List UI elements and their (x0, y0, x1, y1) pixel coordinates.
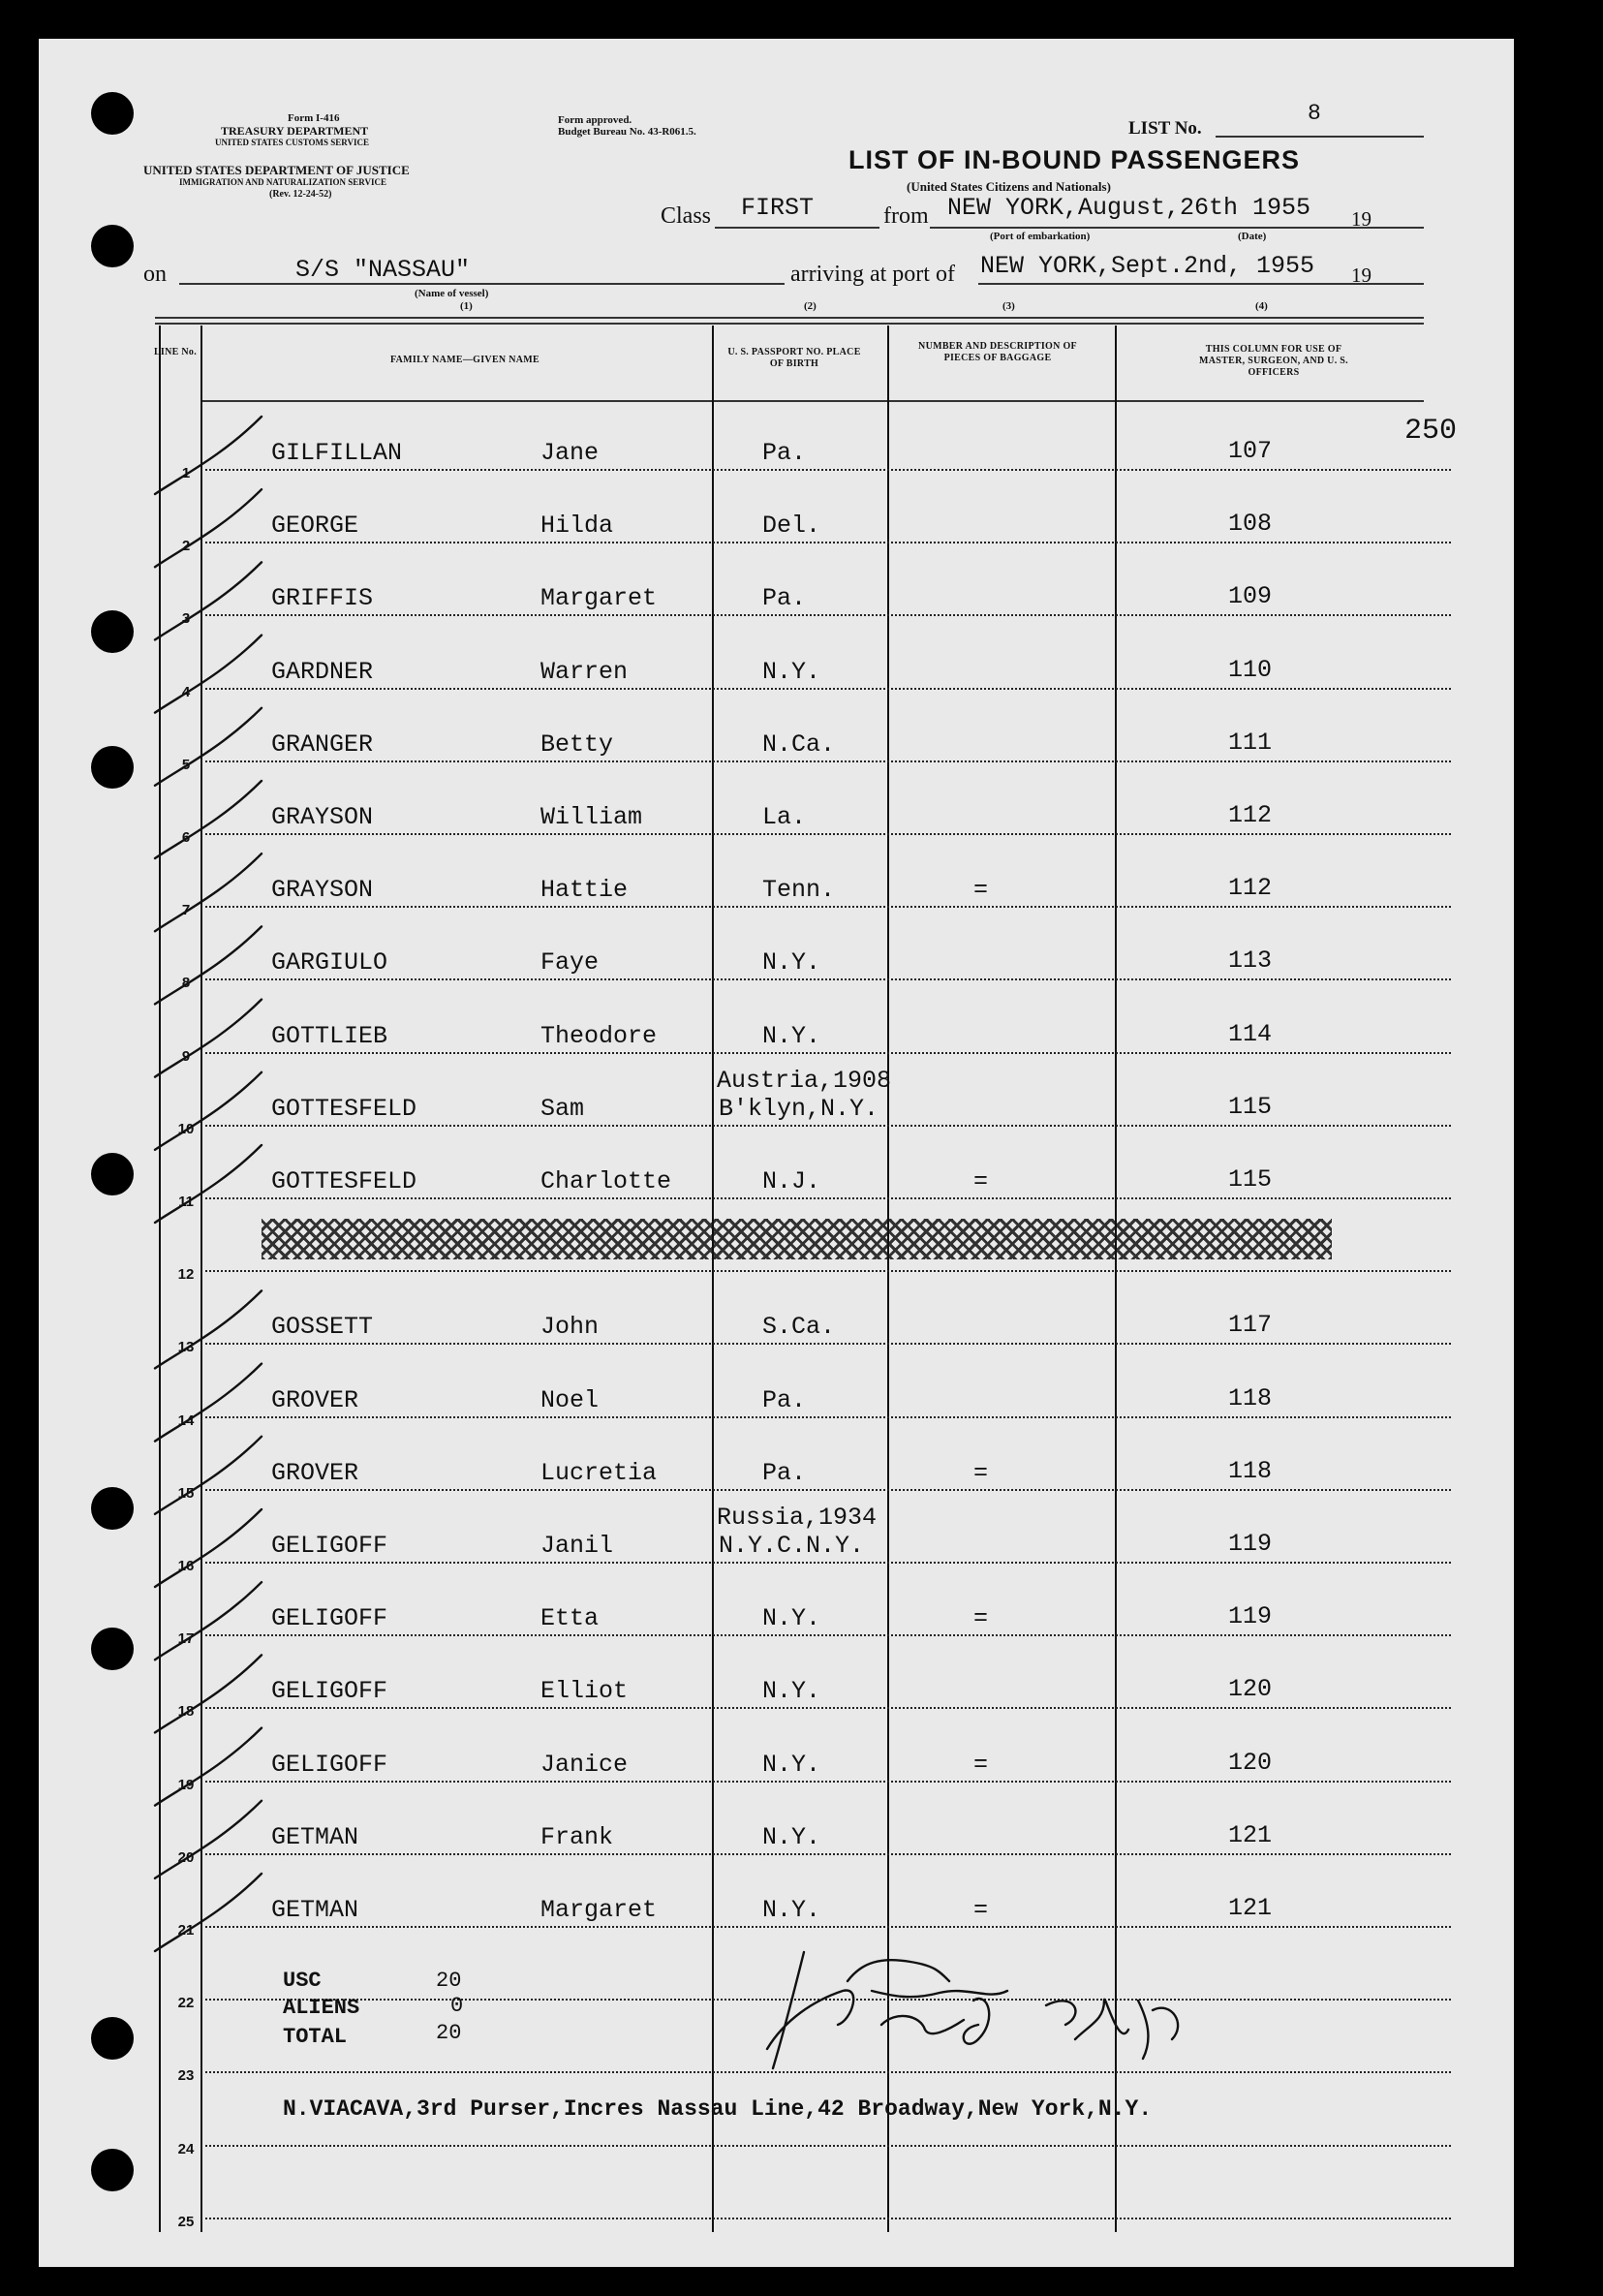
given-name: Hattie (540, 876, 629, 905)
check-mark (155, 1437, 262, 1514)
arriving-label: arriving at port of (790, 262, 955, 287)
row-rule (205, 1853, 1451, 1855)
line-number: 17 (177, 1630, 195, 1648)
binder-hole-6 (91, 1487, 134, 1530)
family-name: GRIFFIS (271, 584, 374, 613)
place-of-birth: Austria,1908 (717, 1066, 892, 1095)
officer-number: 111 (1228, 728, 1273, 757)
binder-hole-8 (91, 2017, 134, 2060)
row-rule (205, 1562, 1451, 1564)
officer-number: 120 (1228, 1748, 1273, 1777)
line-number: 11 (178, 1194, 194, 1210)
date-caption: (Date) (1238, 231, 1267, 242)
officer-number: 108 (1228, 510, 1273, 539)
department-of-justice: UNITED STATES DEPARTMENT OF JUSTICE (143, 163, 410, 177)
check-mark (155, 1509, 262, 1587)
year-prefix-2: 19 (1351, 264, 1372, 287)
given-name: Faye (540, 948, 600, 977)
row-rule (205, 688, 1451, 690)
binder-hole-1 (91, 92, 134, 135)
binder-hole-4 (91, 746, 134, 789)
family-name: GELIGOFF (271, 1532, 388, 1560)
usc-value: 20 (436, 1969, 462, 1993)
line-number: 19 (177, 1776, 195, 1793)
family-name: GOTTESFELD (271, 1094, 417, 1123)
officer-number: 107 (1228, 437, 1273, 465)
budget-bureau: Budget Bureau No. 43-R061.5. (558, 126, 696, 138)
given-name: Sam (540, 1094, 585, 1123)
arrival-value: NEW YORK,Sept.2nd, 1955 (980, 252, 1315, 280)
officer-number: 120 (1228, 1675, 1273, 1704)
family-name: GETMAN (271, 1822, 359, 1851)
family-name: GOTTLIEB (271, 1021, 388, 1050)
margin-check-marks (145, 407, 281, 1957)
line-number: 14 (177, 1412, 195, 1429)
line-number: 15 (177, 1484, 195, 1502)
check-mark (155, 781, 262, 858)
vessel-caption: (Name of vessel) (415, 288, 489, 299)
list-number-value: 8 (1308, 101, 1321, 126)
struck-out-entry (262, 1219, 1332, 1259)
row-rule (205, 1416, 1451, 1418)
family-name: GROVER (271, 1385, 359, 1414)
family-name: GARGIULO (271, 948, 388, 977)
row-rule (205, 833, 1451, 835)
row-rule (205, 2145, 1451, 2147)
given-name: Betty (540, 729, 614, 759)
officer-number: 121 (1228, 1894, 1273, 1922)
check-mark (155, 417, 262, 494)
list-number-line (1216, 136, 1424, 138)
baggage-entry: = (973, 1604, 989, 1633)
vessel-column-marker: (1) (460, 300, 473, 312)
place-of-birth: N.Y. (762, 657, 821, 686)
total-value: 20 (436, 2021, 462, 2045)
family-name: GOTTESFELD (271, 1167, 417, 1195)
row-rule (205, 2218, 1451, 2219)
usc-label: USC (283, 1969, 322, 1993)
binder-hole-9 (91, 2149, 134, 2191)
given-name: Etta (540, 1604, 600, 1633)
revision-date: (Rev. 12-24-52) (269, 189, 332, 200)
family-name: GEORGE (271, 512, 359, 541)
family-name: GRAYSON (271, 803, 374, 831)
handwritten-signature (755, 1933, 1211, 2088)
family-name: GARDNER (271, 657, 374, 686)
vertical-rule-name (712, 326, 714, 2232)
given-name: Lucretia (540, 1458, 658, 1487)
place-of-birth: Russia,1934 (717, 1504, 878, 1532)
officer-number: 121 (1228, 1820, 1273, 1849)
officer-number: 117 (1228, 1311, 1273, 1340)
given-name: Hilda (540, 512, 614, 541)
given-name: Theodore (540, 1021, 658, 1050)
row-rule (205, 1926, 1451, 1928)
line-number: 20 (177, 1848, 195, 1866)
stamp-number: 250 (1404, 415, 1458, 448)
year-prefix-1: 19 (1351, 207, 1372, 231)
officer-number: 113 (1228, 946, 1273, 976)
family-name: GILFILLAN (271, 439, 403, 467)
treasury-department: TREASURY DEPARTMENT (221, 124, 369, 138)
line-number: 24 (177, 2140, 195, 2157)
vessel-name: S/S "NASSAU" (295, 256, 471, 284)
officer-number: 110 (1228, 655, 1273, 684)
line-number: 12 (177, 1266, 195, 1284)
check-mark (155, 1728, 262, 1806)
row-rule (205, 1707, 1451, 1709)
place-of-birth: N.Y. (762, 948, 821, 977)
place-of-birth: Pa. (762, 1385, 807, 1414)
column-marker-3: (3) (1002, 300, 1015, 312)
line-number: 4 (181, 683, 191, 700)
form-number: Form I-416 (288, 112, 340, 124)
line-number: 21 (177, 1922, 195, 1939)
officer-number: 115 (1228, 1165, 1273, 1194)
check-mark (155, 1072, 262, 1150)
given-name: William (540, 803, 643, 831)
check-mark (155, 1145, 262, 1223)
row-rule (205, 1125, 1451, 1127)
place-of-birth: N.Y. (762, 1822, 821, 1851)
given-name: Noel (540, 1385, 600, 1414)
given-name: Margaret (540, 584, 658, 613)
check-mark (155, 1874, 262, 1951)
baggage-entry: = (973, 1896, 989, 1924)
place-of-birth: La. (762, 803, 807, 831)
officer-number: 109 (1228, 582, 1273, 611)
check-mark (155, 1801, 262, 1878)
check-mark (155, 1655, 262, 1732)
family-name: GETMAN (271, 1896, 359, 1924)
aliens-label: ALIENS (283, 1996, 360, 2020)
class-value: FIRST (741, 194, 815, 222)
line-number: 23 (177, 2067, 195, 2085)
baggage-entry: = (973, 1458, 989, 1487)
family-name: GROVER (271, 1458, 359, 1487)
binder-hole-5 (91, 1153, 134, 1195)
check-mark (155, 636, 262, 713)
place-of-birth: N.Y. (762, 1896, 821, 1924)
line-number: 3 (181, 610, 191, 628)
naturalization-service: IMMIGRATION AND NATURALIZATION SERVICE (179, 177, 386, 187)
table-top-rule-1 (155, 317, 1424, 319)
line-number: 1 (181, 465, 191, 481)
place-of-birth: N.Y. (762, 1021, 821, 1050)
officer-number: 115 (1228, 1092, 1273, 1121)
line-number: 6 (181, 829, 191, 846)
given-name: Warren (540, 657, 629, 686)
line-number: 25 (177, 2213, 195, 2230)
column-header-passport: U. S. PASSPORT NO. PLACE OF BIRTH (727, 347, 861, 369)
given-name: Frank (540, 1822, 614, 1851)
row-rule (205, 1270, 1451, 1272)
given-name: Janil (540, 1532, 614, 1560)
form-approved: Form approved. (558, 114, 632, 126)
check-mark (155, 926, 262, 1004)
place-of-birth: N.Ca. (762, 729, 836, 759)
officer-number: 119 (1228, 1530, 1273, 1558)
line-number: 18 (177, 1703, 195, 1721)
row-rule (205, 760, 1451, 762)
class-label: Class (661, 203, 712, 229)
column-marker-2: (2) (804, 300, 817, 312)
row-rule (205, 1052, 1451, 1054)
line-number: 10 (177, 1120, 195, 1137)
column-header-rule (201, 400, 1424, 402)
given-name: Elliot (540, 1677, 629, 1706)
place-of-birth-2: N.Y.C.N.Y. (719, 1532, 865, 1560)
family-name: GELIGOFF (271, 1750, 388, 1779)
binder-hole-2 (91, 225, 134, 267)
embarkation-value: NEW YORK,August,26th 1955 (947, 194, 1311, 222)
row-rule (205, 542, 1451, 543)
column-header-name: FAMILY NAME—GIVEN NAME (389, 355, 539, 365)
given-name: John (540, 1313, 600, 1342)
row-rule (205, 906, 1451, 908)
line-number: 22 (177, 1995, 195, 2012)
place-of-birth: Del. (762, 512, 821, 541)
check-mark (155, 1582, 262, 1660)
baggage-entry: = (973, 1167, 989, 1195)
row-rule (205, 1197, 1451, 1199)
row-rule (205, 1489, 1451, 1491)
baggage-entry: = (973, 876, 989, 905)
officer-number: 119 (1228, 1602, 1273, 1631)
officer-number: 112 (1228, 874, 1273, 903)
total-label: TOTAL (283, 2025, 348, 2049)
check-mark (155, 708, 262, 786)
baggage-entry: = (973, 1750, 989, 1779)
row-rule (205, 1634, 1451, 1636)
check-mark (155, 1364, 262, 1442)
row-rule (205, 978, 1451, 980)
column-marker-4: (4) (1255, 300, 1268, 312)
row-rule (205, 1781, 1451, 1783)
place-of-birth: N.J. (762, 1167, 821, 1195)
check-mark (155, 853, 262, 931)
check-mark (155, 489, 262, 567)
check-mark (155, 562, 262, 639)
class-line (715, 227, 879, 229)
customs-service: UNITED STATES CUSTOMS SERVICE (215, 138, 369, 147)
place-of-birth: Pa. (762, 584, 807, 613)
family-name: GELIGOFF (271, 1604, 388, 1633)
line-number: 13 (177, 1339, 195, 1356)
row-rule (205, 1343, 1451, 1345)
family-name: GELIGOFF (271, 1677, 388, 1706)
place-of-birth: N.Y. (762, 1604, 821, 1633)
place-of-birth: N.Y. (762, 1750, 821, 1779)
vessel-line (179, 283, 785, 285)
family-name: GRANGER (271, 729, 374, 759)
place-of-birth: Pa. (762, 1458, 807, 1487)
family-name: GOSSETT (271, 1313, 374, 1342)
row-rule (205, 469, 1451, 471)
officer-number: 118 (1228, 1383, 1273, 1412)
given-name: Charlotte (540, 1167, 672, 1195)
row-rule (205, 614, 1451, 616)
place-of-birth: S.Ca. (762, 1313, 836, 1342)
on-label: on (143, 262, 167, 287)
place-of-birth: N.Y. (762, 1677, 821, 1706)
arriving-line (978, 283, 1424, 285)
binder-hole-3 (91, 610, 134, 653)
aliens-value: 0 (450, 1994, 464, 2018)
line-number: 16 (177, 1558, 195, 1574)
given-name: Jane (540, 439, 600, 467)
officer-number: 112 (1228, 801, 1273, 829)
list-number-label: LIST No. (1128, 118, 1202, 139)
place-of-birth: Tenn. (762, 876, 836, 905)
line-number: 5 (181, 756, 191, 773)
given-name: Janice (540, 1750, 629, 1779)
check-mark (155, 1000, 262, 1077)
from-line (930, 227, 1424, 229)
officer-number: 118 (1228, 1456, 1273, 1485)
place-of-birth: Pa. (762, 439, 807, 467)
column-header-officers: THIS COLUMN FOR USE OF MASTER, SURGEON, AND U. S. OFFICERS (1199, 344, 1348, 378)
line-number: 9 (181, 1047, 191, 1065)
form-subtitle: (United States Citizens and Nationals) (907, 179, 1111, 194)
binder-hole-7 (91, 1628, 134, 1670)
port-embarkation-caption: (Port of embarkation) (990, 231, 1091, 242)
form-title: LIST OF IN-BOUND PASSENGERS (848, 145, 1301, 174)
purser-line: N.VIACAVA,3rd Purser,Incres Nassau Line,42 Broadway,New York,N.Y. (283, 2096, 1153, 2122)
officer-number: 114 (1228, 1019, 1273, 1048)
line-number: 7 (181, 902, 191, 919)
place-of-birth-2: B'klyn,N.Y. (719, 1094, 879, 1123)
column-header-line-no: LINE No. (153, 347, 198, 357)
check-mark (155, 1290, 262, 1368)
line-number: 2 (181, 538, 191, 555)
given-name: Margaret (540, 1896, 658, 1924)
table-top-rule-2 (155, 323, 1424, 325)
family-name: GRAYSON (271, 876, 374, 905)
line-number: 8 (181, 975, 191, 992)
column-header-baggage: NUMBER AND DESCRIPTION OF PIECES OF BAGGAGE (918, 341, 1077, 363)
from-label: from (883, 203, 929, 229)
